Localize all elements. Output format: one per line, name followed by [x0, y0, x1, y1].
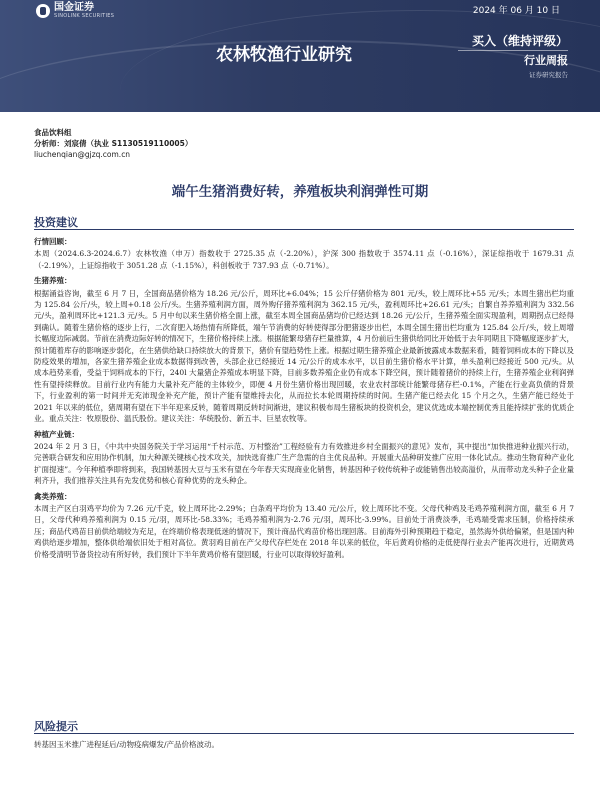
- analyst-email: liuchenqian@gjzq.com.cn: [34, 150, 131, 159]
- investment-body: [34, 234, 574, 560]
- market-heading: 行情回顾：: [34, 237, 72, 246]
- seed-paragraph: 2024 年 2 月 3 日，《中共中央国务院关于学习运用“千村示范、万村整治”工程经验有力有效推进乡村全面振兴的意见》发布，其中提出“加快推进种业振兴行动，完善联合研发和应用协作机制，加大种源关键核心技术攻关，加快选育推广生产急需的自主优良品种。开展重大品种研发推广应用一体化试点。推动生物育种产业化扩面提速”。今年种植季即将到来，我国转基因大豆与玉米有望在今年春天实现商业化销售，转基因种子较传统种子或能销售出较高溢价，从而带动龙头种子企业量利齐升，我们推荐关注具有先发优势和核心育种优势的龙头种企。: [34, 441, 574, 486]
- report-sub: 证券研究报告: [529, 71, 568, 79]
- brand-logo: [36, 2, 114, 20]
- header-banner: [0, 0, 600, 112]
- team-name: 食品饮料组: [34, 128, 72, 137]
- seed-heading: 种植产业链：: [34, 429, 79, 439]
- risk-paragraph: 转基因玉米推广进程延后/动物疫病爆发/产品价格波动。: [34, 740, 220, 749]
- brand-name-en: SINOLINK SECURITIES: [54, 13, 115, 19]
- brand-logo-icon: [36, 4, 50, 18]
- report-date: 2024 年 06 月 10 日: [472, 6, 560, 16]
- rating-block: [458, 32, 568, 102]
- analyst-info: [34, 127, 192, 160]
- section-heading-investment: 投资建议: [34, 216, 78, 229]
- section-heading-risk: 风险提示: [34, 720, 78, 733]
- poultry-heading: 禽类养殖：: [34, 491, 72, 501]
- brand-name: 国金证券: [54, 2, 94, 13]
- rating-divider: [458, 50, 568, 51]
- document-title: 端午生猪消费好转，养殖板块利润弹性可期: [171, 184, 429, 200]
- market-paragraph: 本周（2024.6.3-2024.6.7）农林牧渔（申万）指数收于 2725.35 点（-2.20%），沪深 300 指数收于 3574.11 点（-0.16%），深证综指收于 1679.31 点（-2.19%），上证综指收于 3051.28 点（-1.15%），科创板收于 737.93 点（-0.71%）。: [34, 249, 574, 270]
- poultry-paragraph: 本周主产区白羽鸡平均价为 7.26 元/千克，较上周环比-2.29%；白条鸡平均价为 13.40 元/公斤，较上周环比不变。父母代种鸡及毛鸡养殖利润方面，截至 6 月 7 日，父母代种鸡养殖利润为 0.15 元/羽，周环比-58.33%；毛鸡养殖利润为-2.76 元/羽，周环比-3.99%。目前处于消费淡季，毛鸡端受需求压制，价格持续承压；商品代鸡苗目前供给端较为充足，在终端价格表现低迷的情况下，预计商品代鸡苗价格出现回落。目前海外引种预期趋于稳定，虽然海外供给偏紧，但是国内种鸡供给逐步增加，整体供给端依旧处于相对高位。黄羽鸡目前在产父母代存栏处在 2018 年以来的低位，年后黄鸡价格的走低使得行业去产能再次进行，近期黄鸡价格受清明节备货拉动有所好转，我们预计下半年黄鸡价格有望回暖，行业可以取得较好盈利。: [34, 503, 574, 559]
- section-divider: [34, 229, 574, 230]
- pig-heading: 生猪养殖：: [34, 276, 72, 286]
- section-divider: [34, 733, 574, 734]
- analyst-name: 分析师：刘宸倩（执业 S1130519110005）: [34, 139, 193, 148]
- report-title: 农林牧渔行业研究: [216, 45, 352, 65]
- rating-label: 买入（维持评级）: [471, 34, 568, 48]
- report-type: 行业周报: [524, 54, 568, 67]
- risk-body: [34, 739, 574, 750]
- pig-paragraph: 根据涌益咨询，截至 6 月 7 日，全国商品猪价格为 18.26 元/公斤，周环比+6.04%；15 公斤仔猪价格为 801 元/头，较上周环比+55 元/头；本周生猪出栏均重为 125.84 公斤/头，较上周+0.18 公斤/头。生猪养殖利润方面，周外购仔猪养殖利润为 362.15 元/头，盈利周环比+26.61 元/头；自繁自养养殖利润为 332.56 元/头，盈利周环比+121.3 元/头。5 月中旬以来生猪价格全面上涨，截至本周全国商品猪均价已经达到 18.26 元/公斤，生猪养殖全面实现盈利，周期拐点已经得到确认。随着生猪价格的逐步上行，二次育肥入场热情有所降低，端午节消费的好转使得部分肥猪逐步出栏，本周全国生猪出栏均重为 125.84 公斤/头，较上周增长幅度边际减弱。节前在消费边际好转的情况下，生猪价格持续上涨。根据能繁母猪存栏量推算，4 月份前后生猪供给同比开始低于去年同期且下降幅度逐步扩大，预计随着库存的影响逐步弱化，在生猪供给缺口持续放大的背景下，猪价有望趋势性上涨。根据过期生猪养殖企业最新披露成本数据来看，随着饲料成本的下降以及防疫效果的增加，各家生猪养殖企业成本数据得到改善，头部企业已经接近 14 元/公斤的成本水平，以目前生猪价格水平计算，单头盈利已经接近 500 元/头。从成本趋势来看，受益于饲料成本的下行，240l 大量猪企养殖成本明显下降，目前多数养殖企业仍有成本下降空间，预计随着猪价的持续上行，生猪养殖企业利润弹性有望持续释放。目前行业内有能力大量补充产能的主体较少，即便 4 月份生猪价格出现回暖，农业农村部统计能繁母猪存栏-0.1%，产能在行业高负债的背景下，行业盈利的第一时间并无充沛现金补充产能，预计产能有望维持去化，从而拉长本轮周期持续的时间。生猪产能已经去化 15 个月之久，生猪产能已经处于 2021 年以来的低位，猪周期有望在下半年迎来反转，随着周期反转时间渐进，建议积极布局生猪板块的投资机会，建议优选成本端控制优秀且能持续扩张的优质企业。重点关注：牧原股份、温氏股份。建议关注：华统股份、新五丰、巨星农牧等。: [34, 288, 574, 424]
